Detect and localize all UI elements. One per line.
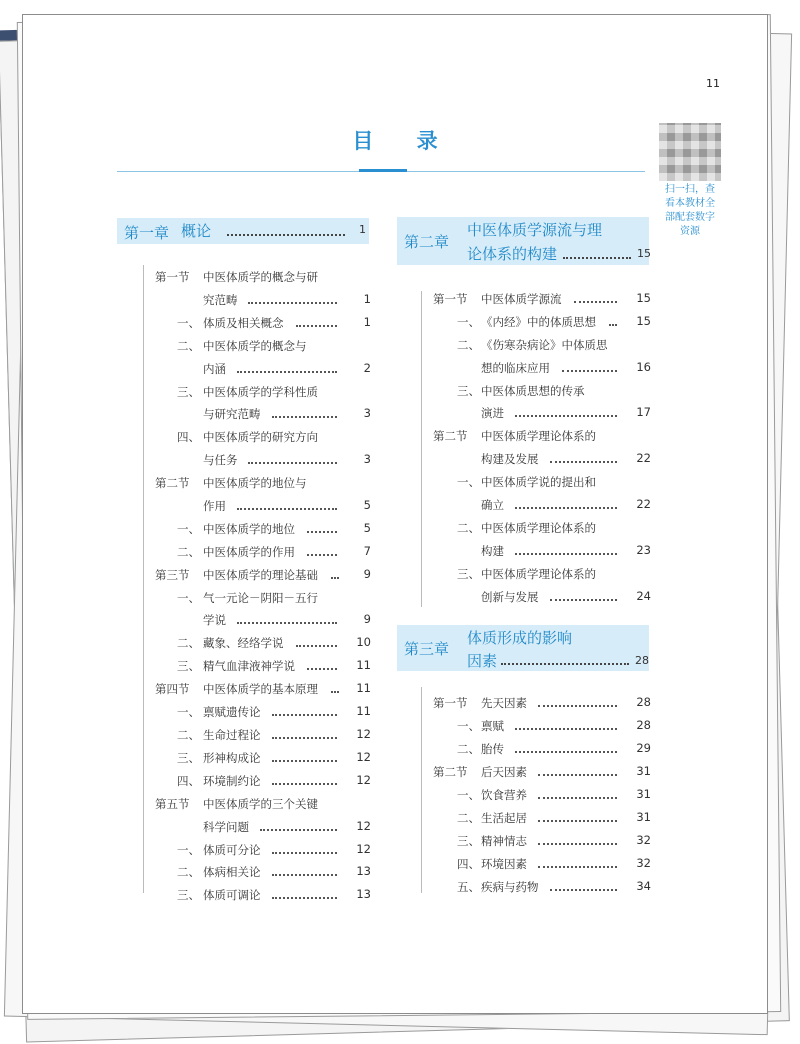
dot-leader	[227, 234, 345, 236]
toc-title: 形神构成论	[203, 750, 261, 765]
toc-label: 二、	[457, 521, 480, 535]
dot-leader	[307, 668, 337, 670]
toc-subsection[interactable]	[23, 635, 371, 658]
toc-title: 胎传	[481, 742, 504, 756]
toc-title: 中医体质学的三个关键	[203, 796, 318, 811]
toc-title: 与任务	[203, 453, 238, 468]
toc-title: 与研究范畴	[203, 407, 261, 422]
toc-title: 中医体质学的理论基础	[203, 567, 318, 582]
toc-subsection[interactable]	[23, 879, 651, 902]
toc-page	[22, 14, 768, 1014]
toc-label: 第五节	[155, 796, 190, 811]
toc-title: 究范畴	[203, 292, 238, 307]
toc-page-number: 31	[636, 764, 651, 778]
toc-page-number: 12	[356, 749, 371, 764]
dot-leader	[550, 889, 617, 891]
dot-leader	[501, 663, 629, 665]
toc-label: 第四节	[155, 682, 190, 697]
toc-page-number: 28	[636, 718, 651, 732]
toc-title: 饮食营养	[481, 788, 527, 802]
toc-page-number: 22	[636, 451, 651, 466]
qr-caption-line: 资源	[680, 226, 700, 237]
toc-label: 三、	[177, 384, 200, 399]
toc-label: 第一节	[433, 696, 468, 710]
toc-page-number: 24	[636, 588, 651, 603]
toc-label: 三、	[457, 383, 480, 398]
toc-title: 禀赋遗传论	[203, 705, 261, 720]
dot-leader	[563, 257, 631, 259]
toc-page-number: 11	[356, 704, 371, 719]
toc-page-number: 3	[363, 406, 371, 421]
toc-page-number: 12	[356, 772, 371, 787]
toc-page-number: 15	[636, 313, 651, 328]
qr-caption-line: 部配套数字	[665, 212, 715, 223]
toc-page-number: 13	[356, 864, 371, 879]
toc-label: 一、	[457, 788, 480, 802]
toc-page-number: 1	[363, 291, 371, 306]
title-rule-accent	[359, 169, 407, 172]
toc-page-number: 9	[363, 612, 371, 627]
toc-label: 三、	[177, 659, 200, 674]
chapter-title: 因素	[467, 652, 498, 670]
toc-subsection[interactable]	[23, 474, 651, 520]
toc-label: 第三节	[155, 567, 190, 582]
toc-title: 中医体质学理论体系的	[481, 521, 596, 535]
toc-title: 构建	[481, 543, 504, 558]
toc-subsection[interactable]	[23, 810, 651, 833]
qr-caption-line: 扫一扫，查	[665, 184, 715, 195]
dot-leader	[515, 507, 617, 509]
toc-section[interactable]	[23, 291, 651, 314]
toc-page-number: 12	[356, 818, 371, 833]
dot-leader	[562, 370, 617, 372]
toc-page-number: 31	[636, 787, 651, 801]
dot-leader	[609, 324, 617, 326]
toc-label: 一、	[457, 475, 480, 490]
dot-leader	[550, 461, 617, 463]
toc-title: 中医体质学理论体系的	[481, 566, 596, 581]
toc-label: 第二节	[433, 765, 468, 779]
toc-subsection[interactable]	[23, 787, 651, 810]
toc-title: 生命过程论	[203, 728, 261, 742]
chapter-number: 第一章	[124, 224, 170, 242]
toc-page-number: 5	[363, 520, 371, 535]
toc-subsection[interactable]	[23, 566, 651, 612]
toc-page-number: 23	[636, 542, 651, 557]
chapter-title: 论体系的构建	[467, 245, 558, 263]
toc-subsection[interactable]	[23, 314, 651, 337]
toc-label: 二、	[457, 811, 480, 825]
toc-label: 五、	[457, 880, 480, 894]
toc-label: 二、	[177, 544, 200, 559]
chapter-heading[interactable]	[397, 625, 649, 671]
toc-section[interactable]	[23, 428, 651, 474]
toc-page-number: 22	[636, 497, 651, 512]
toc-section[interactable]	[23, 695, 651, 718]
toc-page-number: 12	[356, 841, 371, 856]
dot-leader	[296, 645, 337, 647]
toc-title: 中医体质学的作用	[203, 544, 295, 559]
chapter-page-number: 15	[637, 247, 651, 260]
dot-leader	[515, 751, 617, 753]
toc-title: 构建及发展	[481, 452, 539, 467]
toc-page-number: 34	[636, 879, 651, 893]
dot-leader	[574, 301, 617, 303]
chapter-page-number: 1	[359, 223, 366, 236]
toc-label: 三、	[457, 834, 480, 848]
toc-title: 创新与发展	[481, 589, 539, 604]
qr-caption-line: 看本教材全	[665, 198, 715, 209]
toc-title: 学说	[203, 613, 226, 628]
toc-title: 作用	[203, 498, 226, 513]
chapter-title: 体质形成的影响	[467, 629, 573, 647]
toc-subsection[interactable]	[23, 658, 371, 681]
toc-title: 中医体质学的概念与	[203, 338, 307, 353]
toc-page-number: 2	[363, 360, 371, 375]
toc-title: 体病相关论	[203, 865, 261, 880]
toc-title: 精神情志	[481, 834, 527, 848]
chapter-heading[interactable]	[397, 217, 649, 265]
dot-leader	[237, 622, 337, 624]
toc-subsection[interactable]	[23, 856, 651, 879]
toc-subsection[interactable]	[23, 718, 651, 741]
chapter-number: 第二章	[404, 233, 450, 251]
toc-label: 四、	[457, 857, 480, 871]
toc-page-number: 13	[356, 887, 371, 902]
toc-section[interactable]	[23, 764, 651, 787]
dot-leader	[538, 843, 617, 845]
toc-page-number: 28	[636, 695, 651, 709]
toc-label: 三、	[177, 888, 200, 903]
toc-subsection[interactable]	[23, 337, 651, 383]
toc-title: 中医体质学的地位与	[203, 476, 307, 491]
toc-title: 体质及相关概念	[203, 315, 284, 330]
toc-title: 环境因素	[481, 857, 527, 871]
toc-label: 二、	[457, 337, 480, 352]
toc-title: 中医体质学的概念与研	[203, 270, 318, 284]
toc-label: 三、	[177, 750, 200, 765]
toc-title: 先天因素	[481, 696, 527, 710]
toc-title: 生活起居	[481, 811, 527, 825]
dot-leader	[538, 774, 617, 776]
toc-page-number: 17	[636, 405, 651, 420]
toc-subsection[interactable]	[23, 741, 651, 764]
toc-label: 一、	[177, 521, 200, 536]
toc-label: 第二节	[433, 429, 468, 444]
toc-label: 二、	[457, 742, 480, 756]
toc-page-number: 32	[636, 856, 651, 870]
toc-title: 中医体质学理论体系的	[481, 429, 596, 444]
toc-label: 第二节	[155, 476, 190, 491]
toc-title: 环境制约论	[203, 773, 261, 788]
toc-page-number: 10	[356, 635, 371, 650]
toc-page-number: 29	[636, 741, 651, 755]
toc-subsection[interactable]	[23, 520, 651, 566]
toc-title: 后天因素	[481, 765, 527, 779]
chapter-title: 中医体质学源流与理	[467, 221, 603, 239]
toc-subsection[interactable]	[23, 383, 651, 429]
toc-title: 内涵	[203, 361, 226, 376]
toc-title: 中医体质思想的传承	[481, 383, 585, 398]
toc-title: 《内经》中的体质思想	[481, 314, 596, 329]
toc-page-number: 11	[356, 681, 371, 696]
toc-label: 一、	[177, 705, 200, 720]
toc-label: 第一节	[433, 292, 468, 306]
toc-page-number: 1	[363, 314, 371, 329]
toc-label: 一、	[457, 314, 480, 329]
toc-title: 体质可调论	[203, 888, 261, 903]
toc-title: 中医体质学源流	[481, 292, 562, 306]
toc-title: 中医体质学的学科性质	[203, 384, 318, 399]
toc-title: 演进	[481, 406, 504, 421]
toc-label: 一、	[457, 719, 480, 733]
toc-label: 一、	[177, 315, 200, 330]
toc-title: 中医体质学说的提出和	[481, 475, 596, 490]
toc-page-number: 15	[636, 291, 651, 305]
toc-title: 体质可分论	[203, 842, 261, 857]
toc-page-number: 7	[363, 543, 371, 558]
page-title: 目 录	[352, 129, 456, 153]
toc-label: 二、	[177, 636, 200, 651]
toc-title: 中医体质学的基本原理	[203, 682, 318, 697]
toc-label: 二、	[177, 728, 200, 742]
toc-label: 四、	[177, 430, 200, 445]
toc-page-number: 11	[356, 658, 371, 673]
dot-leader	[515, 728, 617, 730]
toc-title: 中医体质学的地位	[203, 521, 295, 536]
toc-label: 三、	[457, 566, 480, 581]
chapter-heading[interactable]	[117, 218, 369, 244]
toc-title: 中医体质学的研究方向	[203, 430, 318, 445]
dot-leader	[538, 705, 617, 707]
toc-page-number: 3	[363, 452, 371, 467]
toc-label: 二、	[177, 865, 200, 880]
chapter-number: 第三章	[404, 640, 450, 658]
dot-leader	[538, 820, 617, 822]
dot-leader	[538, 866, 617, 868]
dot-leader	[331, 691, 339, 693]
page-number: 11	[706, 77, 720, 90]
toc-label: 一、	[177, 842, 200, 857]
chapter-page-number: 28	[635, 654, 649, 667]
toc-page-number: 12	[356, 727, 371, 741]
qr-code-icon[interactable]	[659, 123, 721, 181]
toc-page-number: 5	[363, 497, 371, 512]
toc-title: 藏象、经络学说	[203, 636, 284, 651]
toc-title: 气一元论－阴阳－五行	[203, 590, 318, 605]
toc-title: 精气血津液神学说	[203, 659, 295, 674]
toc-page-number: 16	[636, 359, 651, 374]
chapter-title: 概论	[181, 222, 212, 240]
dot-leader	[550, 599, 617, 601]
toc-label: 第一节	[155, 270, 190, 284]
toc-subsection[interactable]	[23, 833, 651, 856]
dot-leader	[515, 415, 617, 417]
qr-caption	[651, 183, 729, 239]
toc-title: 科学问题	[203, 819, 249, 834]
dot-leader	[538, 797, 617, 799]
toc-label: 四、	[177, 773, 200, 788]
toc-label: 二、	[177, 338, 200, 353]
toc-title: 禀赋	[481, 719, 504, 733]
toc-label: 一、	[177, 590, 200, 605]
toc-title: 《伤寒杂病论》中体质思	[481, 337, 608, 352]
toc-page-number: 31	[636, 810, 651, 824]
toc-page-number: 9	[363, 566, 371, 581]
toc-title: 确立	[481, 498, 504, 513]
toc-title: 想的临床应用	[481, 360, 550, 375]
toc-page-number: 32	[636, 833, 651, 847]
toc-title: 疾病与药物	[481, 880, 539, 894]
dot-leader	[515, 553, 617, 555]
